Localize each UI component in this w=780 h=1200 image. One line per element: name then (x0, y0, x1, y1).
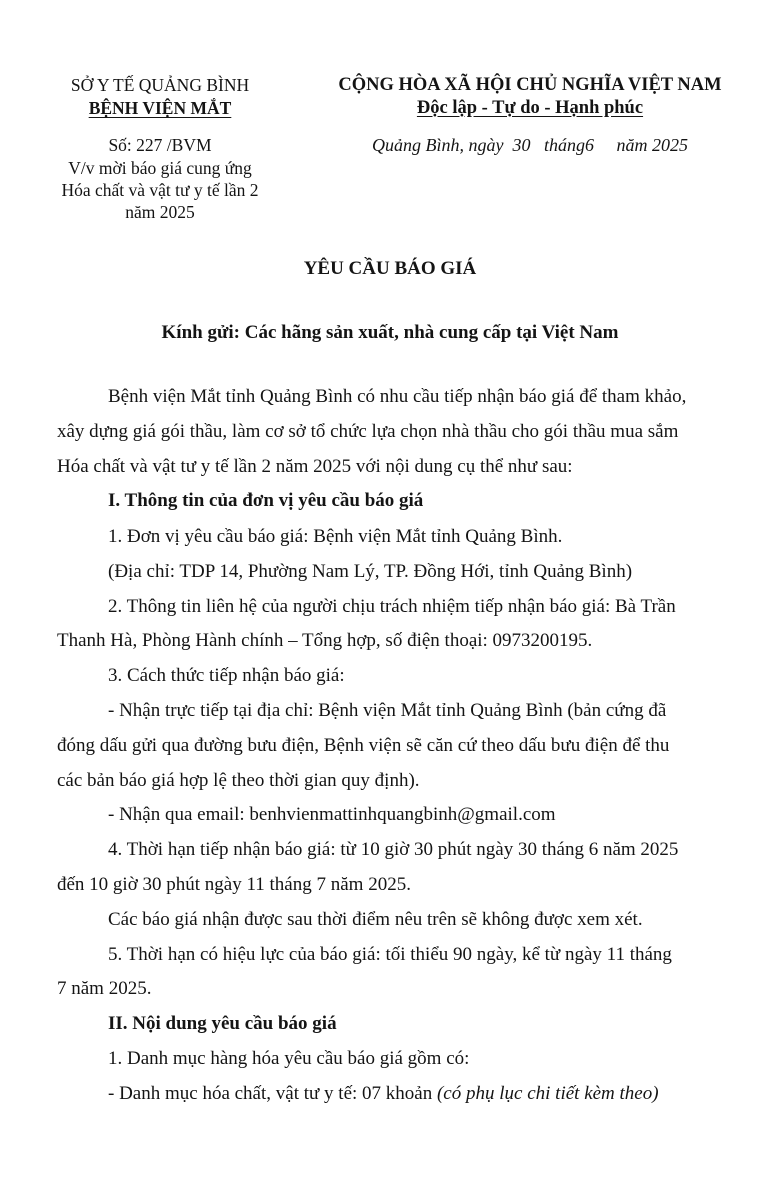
greeting: Kính gửi: Các hãng sản xuất, nhà cung cấp tại Việt Nam (161, 322, 619, 343)
motto-text: Độc lập - Tự do - Hạnh phúc (416, 98, 644, 118)
subject-line: V/v mời báo giá cung ứng (68, 158, 252, 178)
body-line: 1. Danh mục hàng hóa yêu cầu báo giá gồm có: (108, 1048, 470, 1069)
document-number: Số: 227 /BVM (108, 135, 212, 155)
body-line: Các báo giá nhận được sau thời điểm nêu trên sẽ không được xem xét. (108, 909, 643, 930)
body-line: 4. Thời hạn tiếp nhận báo giá: từ 10 giờ 30 phút ngày 30 tháng 6 năm 2025 (108, 839, 679, 860)
section-heading: II. Nội dung yêu cầu báo giá (108, 1013, 337, 1034)
email-line: - Nhận qua email: benhvienmattinhquangbinh@gmail.com (108, 804, 556, 825)
body-line: 5. Thời hạn có hiệu lực của báo giá: tối thiểu 90 ngày, kể từ ngày 11 tháng (108, 944, 672, 965)
body-line: Thanh Hà, Phòng Hành chính – Tổng hợp, số điện thoại: 0973200195. (57, 630, 593, 651)
body-line: 2. Thông tin liên hệ của người chịu trách nhiệm tiếp nhận báo giá: Bà Trần (108, 596, 676, 617)
organization-name: BỆNH VIỆN MẮT (88, 98, 232, 118)
line-main-text: - Danh mục hóa chất, vật tư y tế: 07 khoản (108, 1083, 437, 1104)
subject-line: năm 2025 (125, 202, 195, 222)
national-motto (330, 98, 730, 119)
place-date: Quảng Bình, ngày 30 tháng6 năm 2025 (372, 135, 688, 155)
section-heading: I. Thông tin của đơn vị yêu cầu báo giá (108, 490, 424, 511)
body-line: 3. Cách thức tiếp nhận báo giá: (108, 665, 345, 686)
nation-heading: CỘNG HÒA XÃ HỘI CHỦ NGHĨA VIỆT NAM (338, 75, 722, 95)
body-line: (Địa chỉ: TDP 14, Phường Nam Lý, TP. Đồng Hới, tỉnh Quảng Bình) (108, 561, 633, 582)
body-line: xây dựng giá gói thầu, làm cơ sở tổ chức lựa chọn nhà thầu cho gói thầu mua sắm (57, 421, 679, 442)
subject-line: Hóa chất và vật tư y tế lần 2 (61, 180, 259, 200)
body-line: Hóa chất và vật tư y tế lần 2 năm 2025 với nội dung cụ thể như sau: (57, 456, 573, 477)
body-line: các bản báo giá hợp lệ theo thời gian quy định). (57, 770, 420, 791)
body-line: Bệnh viện Mắt tỉnh Quảng Bình có nhu cầu tiếp nhận báo giá để tham khảo, (108, 386, 687, 407)
body-line: đến 10 giờ 30 phút ngày 11 tháng 7 năm 2025. (57, 874, 411, 895)
document-title: YÊU CẦU BÁO GIÁ (303, 258, 477, 279)
body-line: 7 năm 2025. (57, 978, 152, 999)
department-name: SỞ Y TẾ QUẢNG BÌNH (70, 75, 250, 95)
body-line: - Nhận trực tiếp tại địa chỉ: Bệnh viện Mắt tỉnh Quảng Bình (bản cứng đã (108, 700, 667, 721)
body-line: đóng dấu gửi qua đường bưu điện, Bệnh viện sẽ căn cứ theo dấu bưu điện để thu (57, 735, 670, 756)
body-line-last (108, 1083, 659, 1105)
body-line: 1. Đơn vị yêu cầu báo giá: Bệnh viện Mắt tỉnh Quảng Bình. (108, 526, 563, 547)
appendix-note: (có phụ lục chi tiết kèm theo) (436, 1083, 659, 1104)
